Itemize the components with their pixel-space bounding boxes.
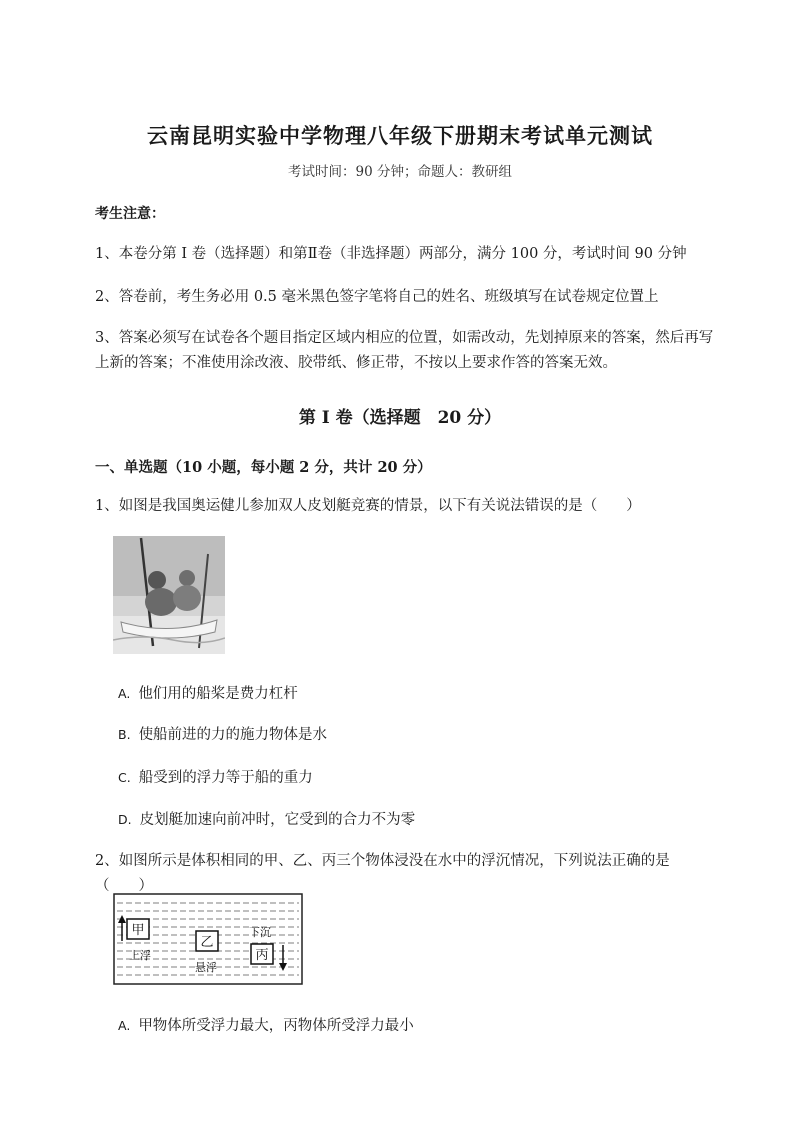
option-2a[interactable] [118, 1014, 414, 1035]
notice-item-3: 3、答案必须写在试卷各个题目指定区域内相应的位置，如需改动，先划掉原来的答案，然后再写上新的答案；不准使用涂改液、胶带纸、修正带，不按以上要求作答的答案无效。 [95, 330, 714, 371]
option-1b[interactable] [118, 723, 327, 744]
option-label: A. [118, 1018, 131, 1033]
label-suspended: 悬浮 [195, 961, 217, 974]
option-text: 皮划艇加速向前冲时，它受到的合力不为零 [139, 812, 416, 828]
question-1-stem: 1、如图是我国奥运健儿参加双人皮划艇竞赛的情景，以下有关说法错误的是（ ） [95, 498, 641, 514]
option-text: 甲物体所受浮力最大，丙物体所受浮力最小 [138, 1018, 414, 1034]
page-title: 云南昆明实验中学物理八年级下册期末考试单元测试 [147, 123, 653, 148]
option-1c[interactable] [118, 766, 313, 787]
option-1d[interactable] [118, 808, 415, 829]
part-title: 一、单选题（10 小题，每小题 2 分，共计 20 分） [95, 459, 432, 476]
label-sink: 下沉 [249, 926, 271, 939]
option-label: A. [118, 686, 131, 701]
box-bing: 丙 [255, 948, 269, 963]
option-label: D. [118, 812, 132, 827]
box-jia: 甲 [131, 923, 145, 938]
buoyancy-diagram [113, 893, 303, 985]
option-text: 使船前进的力的施力物体是水 [138, 727, 328, 743]
notice-heading: 考生注意： [95, 206, 165, 222]
question-2-stem: 2、如图所示是体积相同的甲、乙、丙三个物体浸没在水中的浮沉情况，下列说法正确的是（ ） [95, 853, 670, 894]
option-label: B. [118, 727, 131, 742]
option-text: 他们用的船桨是费力杠杆 [138, 686, 298, 702]
box-yi: 乙 [200, 935, 214, 950]
exam-info: 考试时间：90 分钟；命题人：教研组 [288, 164, 512, 180]
option-text: 船受到的浮力等于船的重力 [138, 770, 313, 786]
option-label: C. [118, 770, 131, 785]
label-float-up: 上浮 [129, 949, 151, 962]
kayak-photo [113, 536, 225, 654]
option-1a[interactable] [118, 682, 298, 703]
section-title: 第 I 卷（选择题 20 分） [298, 408, 502, 428]
notice-item-2: 2、答卷前，考生务必用 0.5 毫米黑色签字笔将自己的姓名、班级填写在试卷规定位置上 [95, 289, 659, 305]
notice-item-1: 1、本卷分第 I 卷（选择题）和第Ⅱ卷（非选择题）两部分，满分 100 分，考试时间 90 分钟 [95, 246, 687, 262]
